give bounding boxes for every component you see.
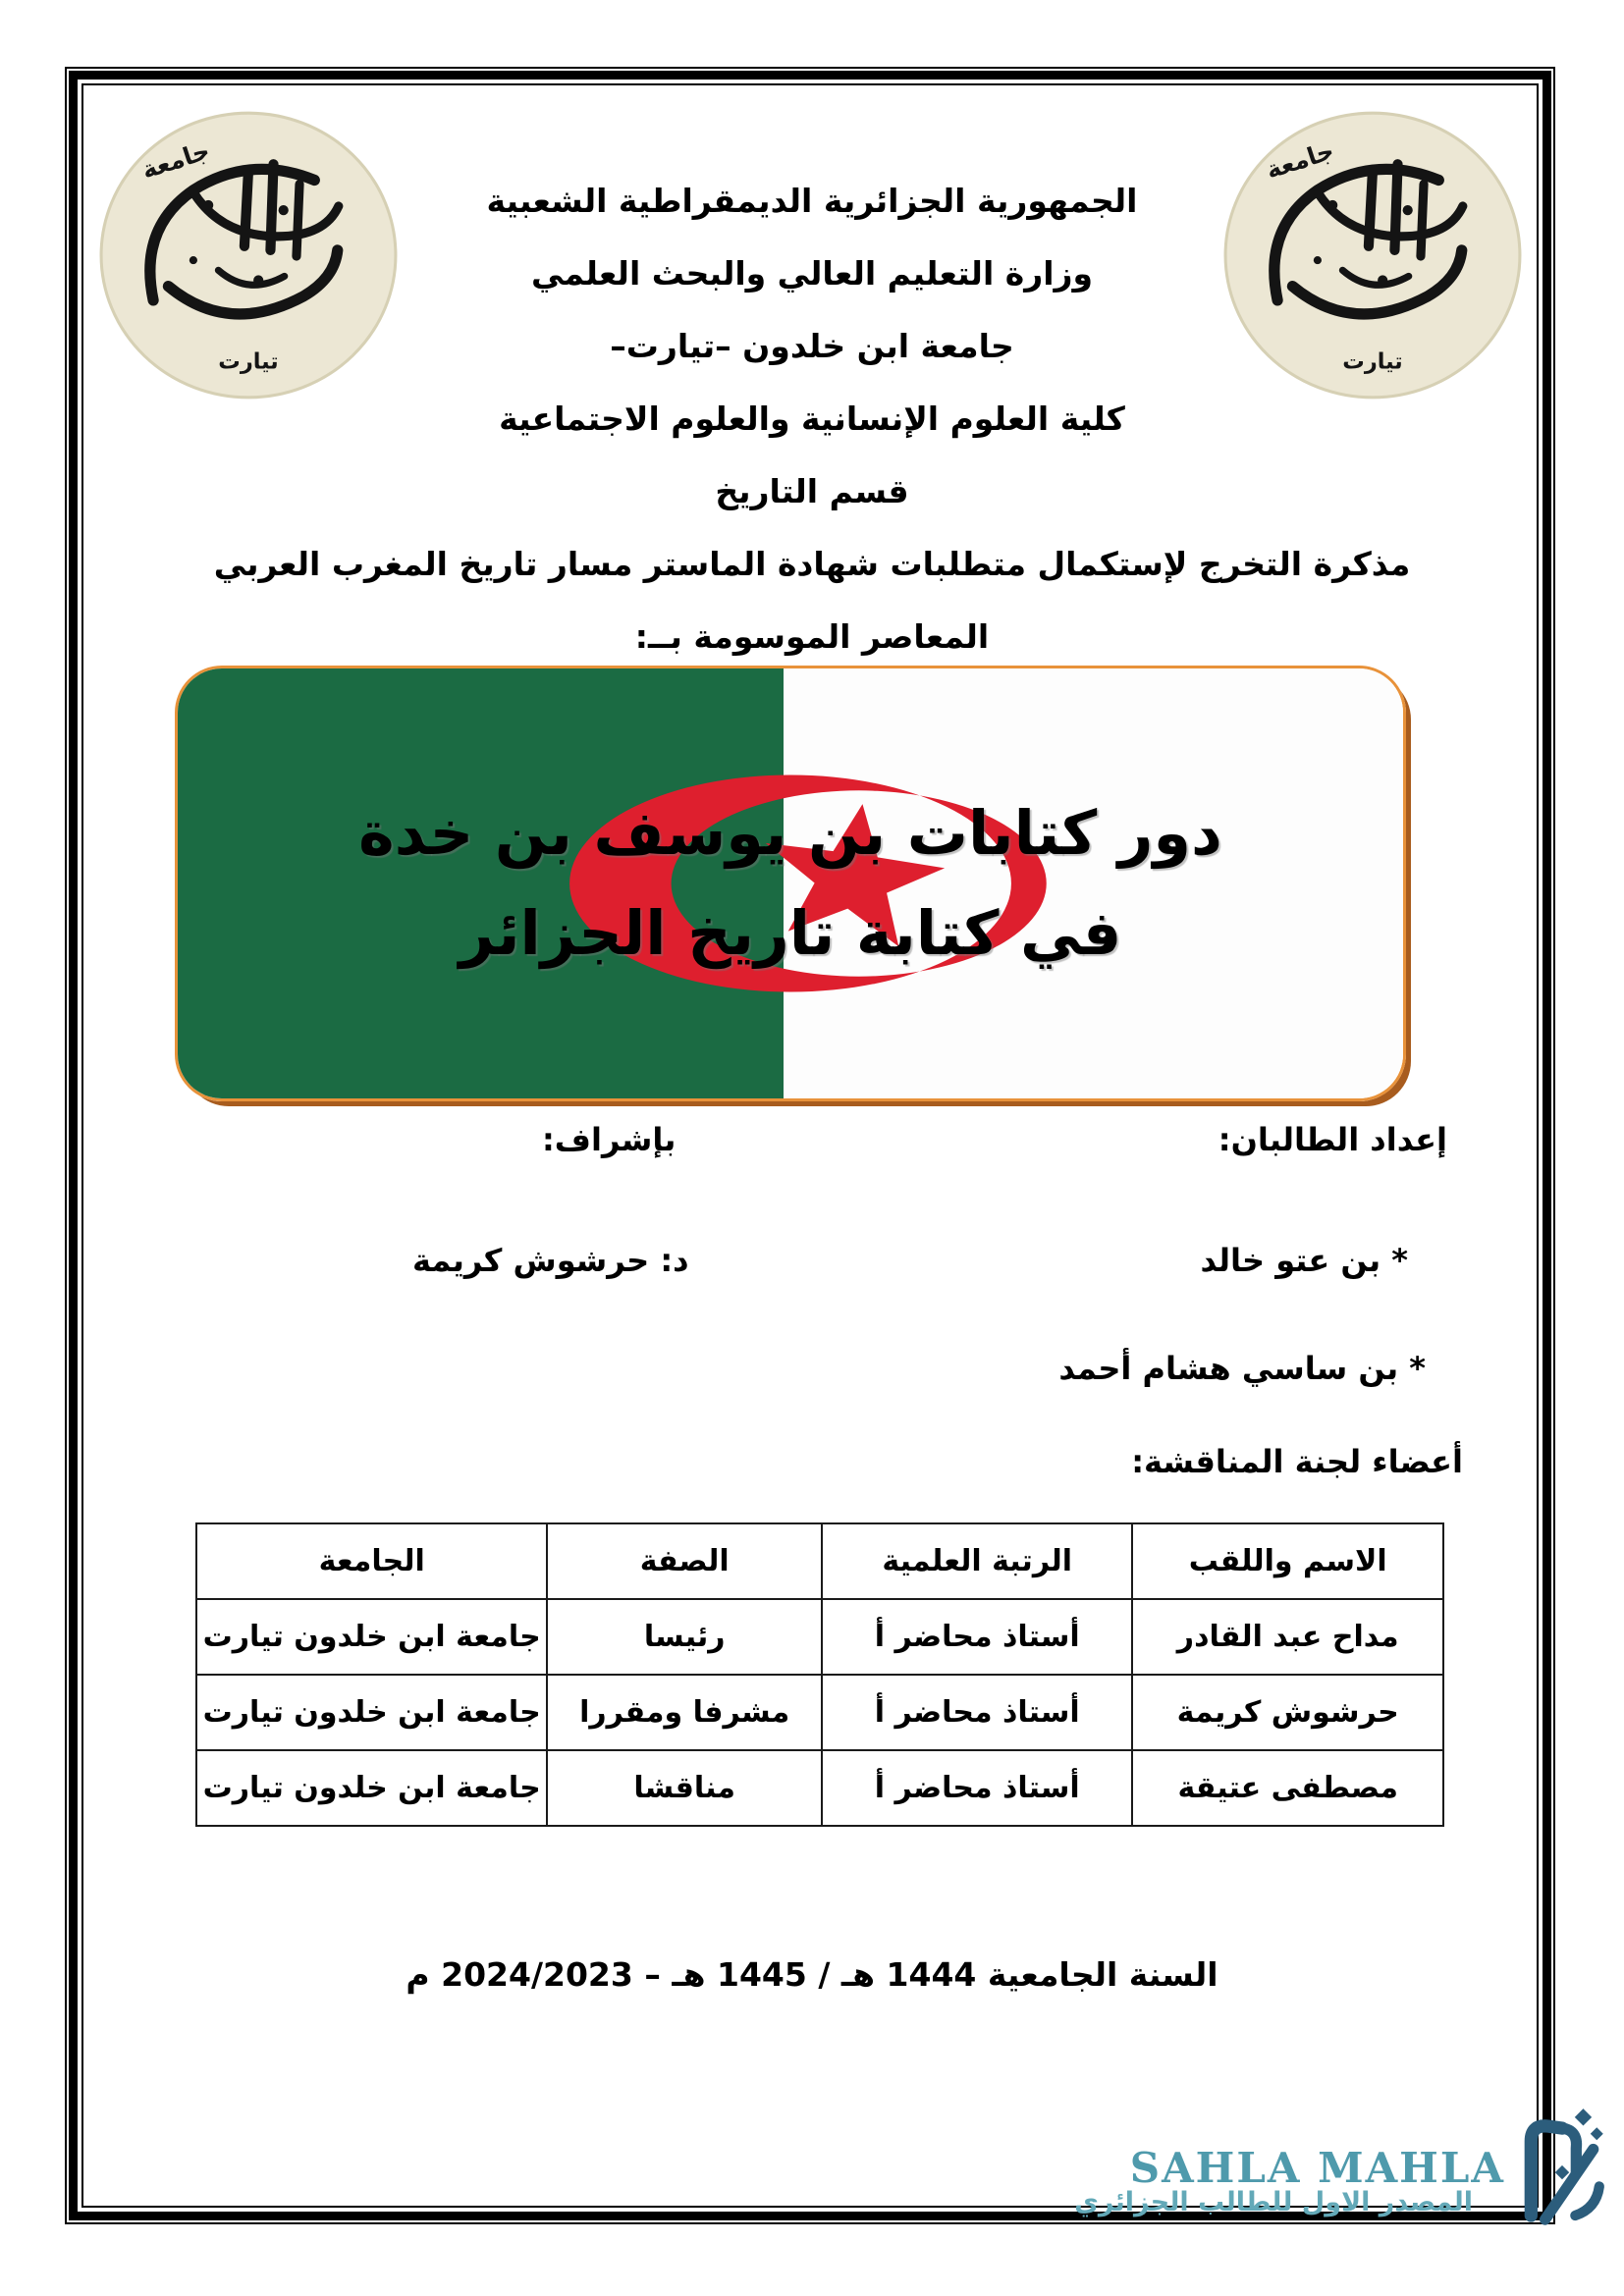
watermark-tagline: المصدر الاول للطالب الجزائري — [1074, 2187, 1473, 2217]
supervision-label: بإشراف: — [542, 1121, 677, 1158]
thesis-title-line1: دور كتابات بن يوسف بن خدة — [358, 797, 1222, 869]
thesis-title-line2: في كتابة تاريخ الجزائر — [459, 897, 1122, 969]
academic-year: السنة الجامعية 1444 هـ / 1445 هـ – 2024/2023 م — [406, 1955, 1218, 1994]
header-department: قسم التاريخ — [715, 472, 909, 510]
svg-text:جامعة: جامعة — [1262, 135, 1338, 185]
watermark-brand: SAHLA MAHLA — [1129, 2144, 1505, 2192]
document-header — [177, 165, 1447, 673]
thesis-title-box — [175, 666, 1406, 1101]
col-header-university: الجامعة — [196, 1523, 547, 1599]
col-header-role: الصفة — [547, 1523, 822, 1599]
member-rank: أستاذ محاضر أ — [822, 1675, 1132, 1750]
svg-text:تيارت: تيارت — [218, 348, 279, 375]
thesis-title — [178, 668, 1403, 1098]
col-header-name: الاسم واللقب — [1132, 1523, 1443, 1599]
member-university: جامعة ابن خلدون تيارت — [196, 1675, 547, 1750]
header-university: جامعة ابن خلدون –تيارت– — [610, 327, 1014, 365]
committee-table — [195, 1522, 1444, 1827]
member-university: جامعة ابن خلدون تيارت — [196, 1599, 547, 1675]
member-university: جامعة ابن خلدون تيارت — [196, 1750, 547, 1826]
table-row — [196, 1750, 1443, 1826]
watermark-calligraphy-emblem — [1517, 2109, 1607, 2230]
member-role: رئيسا — [547, 1599, 822, 1675]
col-header-rank: الرتبة العلمية — [822, 1523, 1132, 1599]
student-name-1: * بن عتو خالد — [1200, 1242, 1408, 1279]
header-republic: الجمهورية الجزائرية الديمقراطية الشعبية — [486, 182, 1138, 220]
committee-label: أعضاء لجنة المناقشة: — [1131, 1443, 1463, 1480]
member-name: مصطفى عتيقة — [1132, 1750, 1443, 1826]
member-role: مشرفا ومقررا — [547, 1675, 822, 1750]
member-rank: أستاذ محاضر أ — [822, 1599, 1132, 1675]
header-thesis-type-cont: المعاصر الموسومة بــ: — [634, 617, 990, 656]
member-rank: أستاذ محاضر أ — [822, 1750, 1132, 1826]
header-ministry: وزارة التعليم العالي والبحث العلمي — [530, 254, 1094, 293]
table-row — [196, 1599, 1443, 1675]
member-name: مداح عبد القادر — [1132, 1599, 1443, 1675]
member-name: حرشوش كريمة — [1132, 1675, 1443, 1750]
prepared-by-label: إعداد الطالبان: — [1218, 1121, 1447, 1158]
table-row — [196, 1675, 1443, 1750]
table-header-row — [196, 1523, 1443, 1599]
member-role: مناقشا — [547, 1750, 822, 1826]
svg-text:جامعة: جامعة — [137, 135, 214, 185]
supervisor-name: د: حرشوش كريمة — [412, 1242, 689, 1279]
svg-text:تيارت: تيارت — [1342, 348, 1403, 375]
header-thesis-type: مذكرة التخرج لإستكمال متطلبات شهادة الماستر مسار تاريخ المغرب العربي — [213, 545, 1411, 583]
header-faculty: كلية العلوم الإنسانية والعلوم الاجتماعية — [499, 400, 1125, 438]
student-name-2: * بن ساسي هشام أحمد — [1058, 1350, 1426, 1387]
